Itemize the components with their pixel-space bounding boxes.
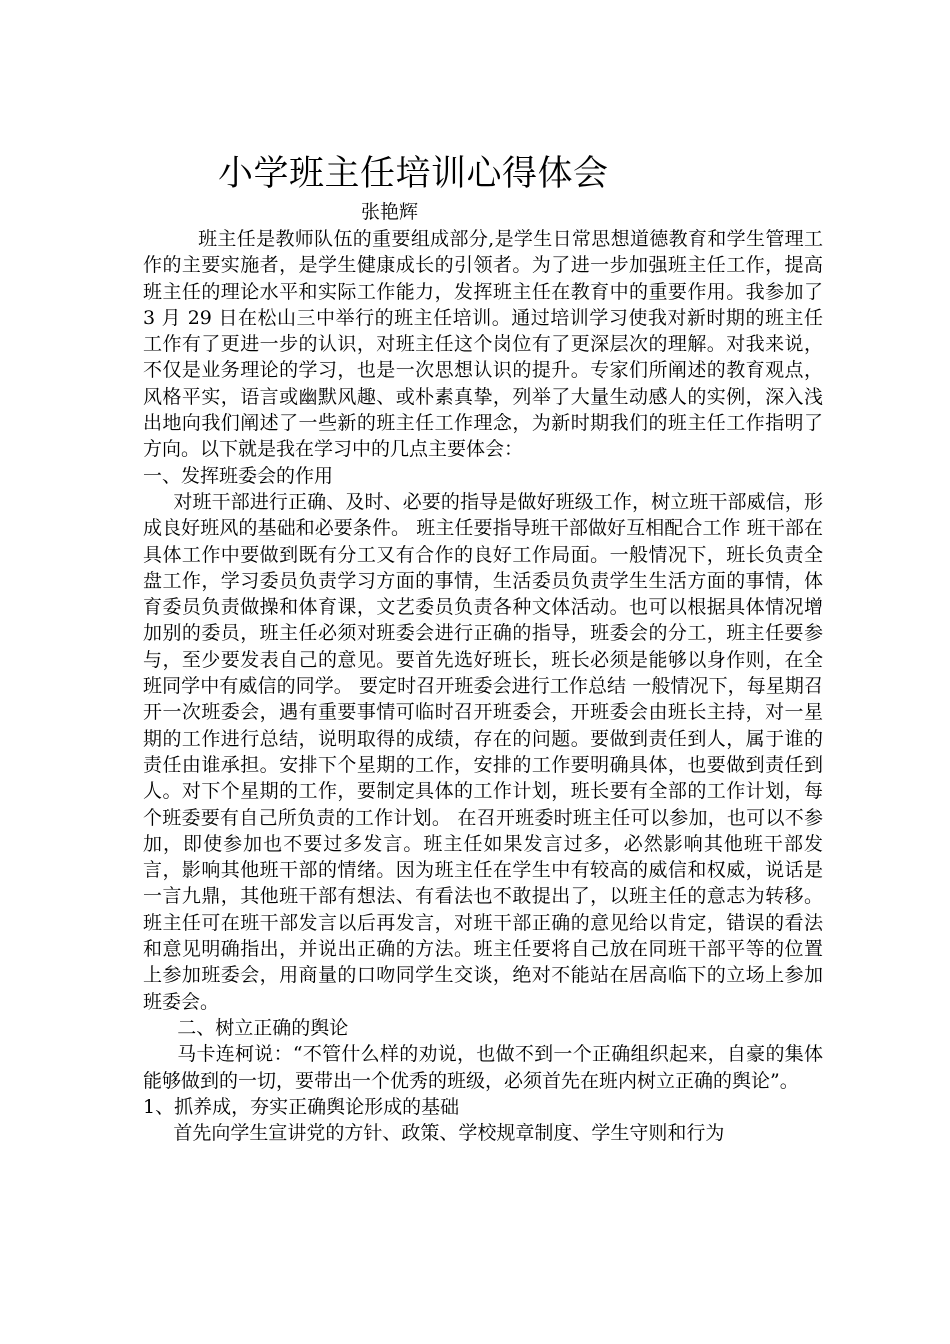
document-title: 小学班主任培训心得体会 (218, 154, 609, 194)
quote-paragraph: 马卡连柯说：“不管什么样的劝说，也做不到一个正确组织起来，自豪的集体能够做到的一切，要带出一个优秀的班级，必须首先在班内树立正确的舆论”。 (143, 1043, 823, 1092)
section-heading-2: 二、树立正确的舆论 (177, 1016, 349, 1039)
section-1-paragraph: 对班干部进行正确、及时、必要的指导是做好班级工作，树立班干部威信，形成良好班风的基础和必要条件。 班主任要指导班干部做好互相配合工作 班干部在具体工作中要做到既有分工又有合作的良好工作局面。一般情况下，班长负责全盘工作，学习委员负责学习方面的事情，生活委员负责学生生活方面的事情，体育委员负责做操和体育课，文艺委员负责各种文体活动。也可以根据具体情况增加别的委员，班主任必须对班委会进行正确的指导，班委会的分工，班主任要参与，至少要发表自己的意见。要首先选好班长，班长必须是能够以身作则，在全班同学中有威信的同学。 要定时召开班委会进行工作总结 一般情况下，每星期召开一次班委会，遇有重要事情可临时召开班委会，开班委会由班长主持，对一星期的工作进行总结，说明取得的成绩，存在的问题。要做到责任到人，属于谁的责任由谁承担。安排下个星期的工作，安排的工作要明确具体，也要做到责任到人。对下个星期的工作，要制定具体的工作计划，班长要有全部的工作计划，每个班委要有自己所负责的工作计划。 在召开班委时班主任可以参加，也可以不参加，即使参加也不要过多发言。班主任如果发言过多，必然影响其他班干部发言，影响其他班干部的情绪。因为班主任在学生中有较高的威信和权威，说话是一言九鼎，其他班干部有想法、有看法也不敢提出了，以班主任的意志为转移。班主任可在班干部发言以后再发言，对班干部正确的意见给以肯定，错误的看法和意见明确指出，并说出正确的方法。班主任要将自己放在同班干部平等的位置上参加班委会，用商量的口吻同学生交谈，绝对不能站在居高临下的立场上参加班委会。 (143, 490, 823, 1013)
document-body (143, 150, 823, 1146)
document-author: 张艳辉 (361, 201, 419, 223)
subsection-heading-1: 1、抓养成，夯实正确舆论形成的基础 (143, 1095, 460, 1118)
intro-paragraph: 班主任是教师队伍的重要组成部分,是学生日常思想道德教育和学生管理工作的主要实施者，是学生健康成长的引领者。为了进一步加强班主任工作，提高班主任的理论水平和实际工作能力，发挥班主任在教育中的重要作用。我参加了 3 月 29 日在松山三中举行的班主任培训。通过培训学习使我对新时期的班主任工作有了更进一步的认识，对班主任这个岗位有了更深层次的理解。对我来说，不仅是业务理论的学习，也是一次思想认识的提升。专家们所阐述的教育观点，风格平实，语言或幽默风趣、或朴素真挚，列举了大量生动感人的实例，深入浅出地向我们阐述了一些新的班主任工作理念，为新时期我们的班主任工作指明了方向。以下就是我在学习中的几点主要体会： (143, 228, 823, 461)
section-heading-1: 一、发挥班委会的作用 (143, 464, 334, 487)
subsection-1-paragraph: 首先向学生宣讲党的方针、政策、学校规章制度、学生守则和行为 (173, 1122, 725, 1145)
